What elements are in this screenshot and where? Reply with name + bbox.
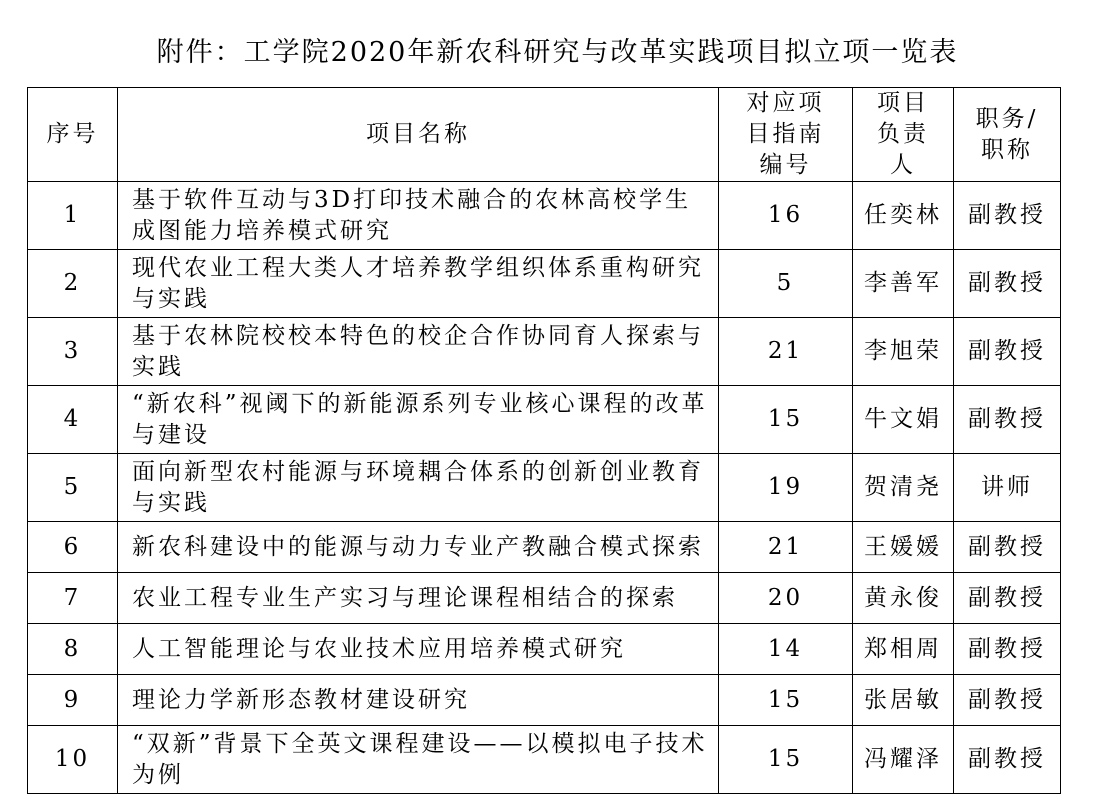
table-row <box>28 726 1061 794</box>
table-row <box>28 250 1061 318</box>
cell-leader: 李旭荣 <box>853 318 954 386</box>
table-row <box>28 573 1061 624</box>
cell-guide: 15 <box>719 675 853 726</box>
cell-title: 副教授 <box>954 250 1061 318</box>
cell-title: 讲师 <box>954 454 1061 522</box>
cell-name: “双新”背景下全英文课程建设——以模拟电子技术为例 <box>118 726 719 794</box>
cell-title: 副教授 <box>954 573 1061 624</box>
cell-no: 4 <box>28 386 118 454</box>
cell-guide: 19 <box>719 454 853 522</box>
cell-name: “新农科”视阈下的新能源系列专业核心课程的改革与建设 <box>118 386 719 454</box>
cell-name: 理论力学新形态教材建设研究 <box>118 675 719 726</box>
cell-no: 6 <box>28 522 118 573</box>
cell-name: 农业工程专业生产实习与理论课程相结合的探索 <box>118 573 719 624</box>
header-leader: 项目负责人 <box>853 88 954 182</box>
header-no: 序号 <box>28 88 118 182</box>
cell-leader: 王媛媛 <box>853 522 954 573</box>
cell-title: 副教授 <box>954 624 1061 675</box>
cell-leader: 任奕林 <box>853 182 954 250</box>
cell-title: 副教授 <box>954 182 1061 250</box>
cell-title: 副教授 <box>954 726 1061 794</box>
cell-title: 副教授 <box>954 522 1061 573</box>
cell-leader: 郑相周 <box>853 624 954 675</box>
cell-name: 现代农业工程大类人才培养教学组织体系重构研究与实践 <box>118 250 719 318</box>
table-row <box>28 522 1061 573</box>
document-title: 附件：工学院2020年新农科研究与改革实践项目拟立项一览表 <box>156 37 959 68</box>
cell-title: 副教授 <box>954 675 1061 726</box>
cell-leader: 李善军 <box>853 250 954 318</box>
cell-guide: 16 <box>719 182 853 250</box>
cell-leader: 张居敏 <box>853 675 954 726</box>
table-row <box>28 675 1061 726</box>
cell-leader: 冯耀泽 <box>853 726 954 794</box>
cell-title: 副教授 <box>954 318 1061 386</box>
cell-no: 10 <box>28 726 118 794</box>
cell-leader: 贺清尧 <box>853 454 954 522</box>
cell-guide: 14 <box>719 624 853 675</box>
cell-guide: 15 <box>719 726 853 794</box>
cell-name: 人工智能理论与农业技术应用培养模式研究 <box>118 624 719 675</box>
table-row <box>28 182 1061 250</box>
cell-name: 新农科建设中的能源与动力专业产教融合模式探索 <box>118 522 719 573</box>
table-row <box>28 318 1061 386</box>
cell-no: 5 <box>28 454 118 522</box>
header-guide: 对应项目指南编号 <box>719 88 853 182</box>
cell-name: 基于软件互动与3D打印技术融合的农林高校学生成图能力培养模式研究 <box>118 182 719 250</box>
cell-name: 面向新型农村能源与环境耦合体系的创新创业教育与实践 <box>118 454 719 522</box>
cell-no: 8 <box>28 624 118 675</box>
cell-no: 2 <box>28 250 118 318</box>
cell-guide: 21 <box>719 318 853 386</box>
cell-title: 副教授 <box>954 386 1061 454</box>
cell-no: 1 <box>28 182 118 250</box>
header-title: 职务/职称 <box>954 88 1061 182</box>
cell-no: 7 <box>28 573 118 624</box>
cell-guide: 21 <box>719 522 853 573</box>
header-name: 项目名称 <box>118 88 719 182</box>
cell-name: 基于农林院校校本特色的校企合作协同育人探索与实践 <box>118 318 719 386</box>
cell-no: 3 <box>28 318 118 386</box>
cell-guide: 15 <box>719 386 853 454</box>
cell-guide: 5 <box>719 250 853 318</box>
cell-leader: 牛文娟 <box>853 386 954 454</box>
table-row <box>28 454 1061 522</box>
table-row <box>28 624 1061 675</box>
table-row <box>28 386 1061 454</box>
project-table <box>27 87 1061 794</box>
cell-no: 9 <box>28 675 118 726</box>
cell-guide: 20 <box>719 573 853 624</box>
cell-leader: 黄永俊 <box>853 573 954 624</box>
table-header-row <box>28 88 1061 182</box>
